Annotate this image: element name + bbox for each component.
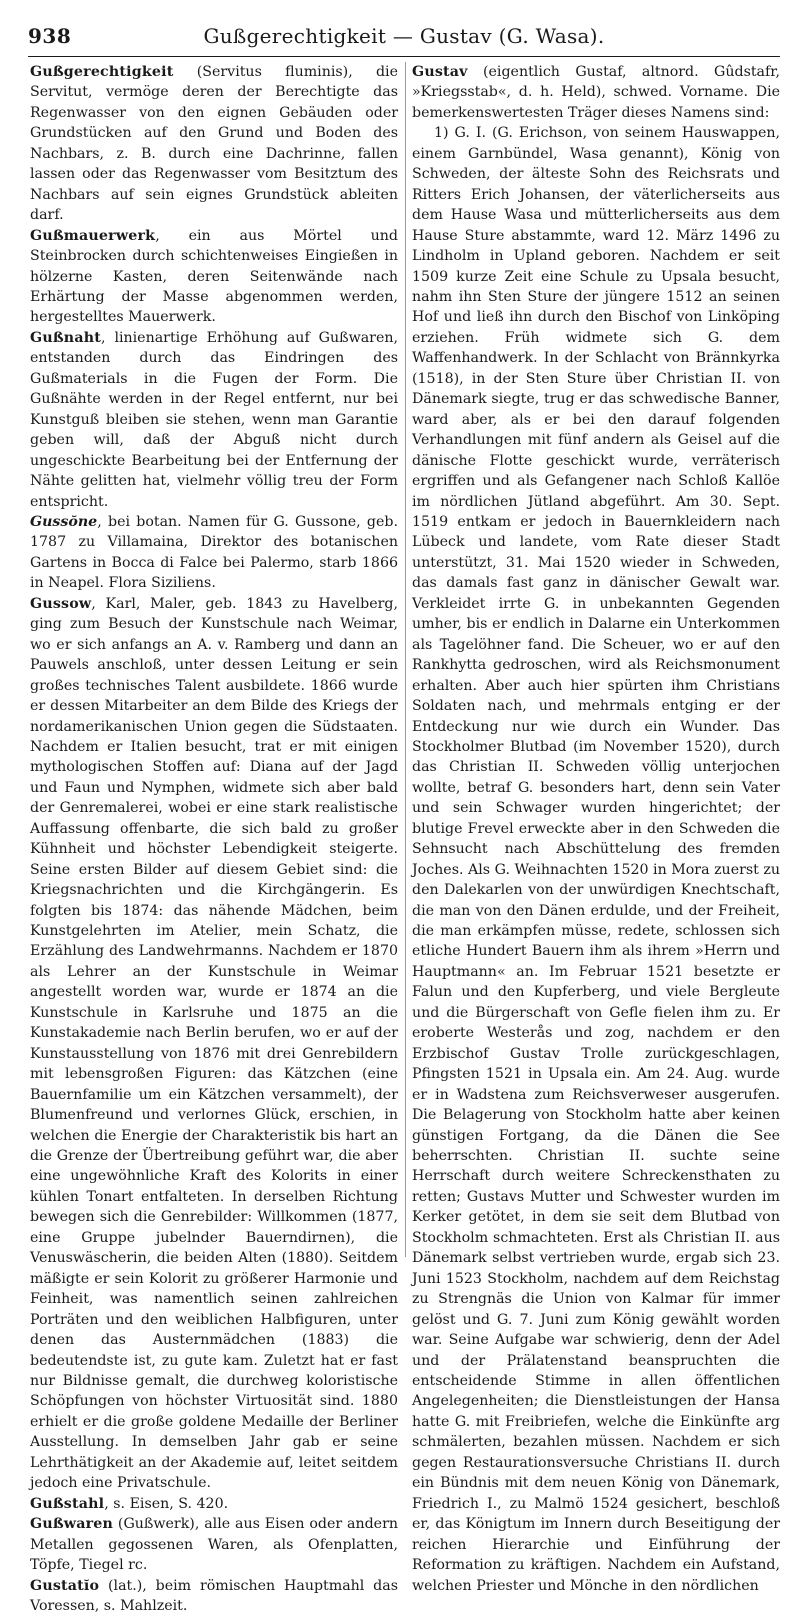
headword: Gußstahl: [30, 1495, 105, 1512]
left-column: [30, 62, 398, 1614]
entry-gussgerechtigkeit: [30, 62, 398, 226]
entry-gussstahl: [30, 1494, 398, 1514]
entry-text: (lat.), beim römischen Hauptmahl das Voressen, s. Mahlzeit.: [30, 1577, 398, 1614]
entry-text: , ein aus Mörtel und Steinbrocken durch schichtenweises Eingießen in hölzerne Kasten, deren Seitenwände nach Erhärtung der Masse abgenommen werden, hergestelltes Mauerwerk.: [30, 227, 398, 326]
entry-text: , Karl, Maler, geb. 1843 zu Havelberg, ging zum Besuch der Kunstschule nach Weimar, wo er sich anfangs an A. v. Ramberg und dann an Pauwels anschloß, unter dessen Leitung er sein großes technisches Talent ausbildete. 1866 wurde er dessen Mitarbeiter an dem Bilde des Kriegs der nordamerikanischen Union gegen die Südstaaten. Nachdem er Italien besucht, trat er mit einigen mythologischen Stoffen auf: Diana auf der Jagd und Faun und Nymphen, widmete sich aber bald der Genremalerei, wobei er eine stark realistische Auffassung offenbarte, die sich bald zu großer Kühnheit und höchster Lebendigkeit steigerte. Seine ersten Bilder auf diesem Gebiet sind: die Kriegsnachrichten und die Kirchgängerin. Es folgten bis 1874: das nähende Mädchen, beim Kunstgelehrten im Atelier, mein Schatz, die Erzählung des Landwehrmanns. Nachdem er 1870 als Lehrer an der Kunstschule in Weimar angestellt worden war, wurde er 1874 an die Kunstschule in Karlsruhe und 1875 an die Kunstakademie nach Berlin berufen, wo er auf der Kunstausstellung von 1876 mit drei Genrebildern mit lebensgroßen Figuren: das Kätzchen (eine Bauernfamilie um ein Kätzchen versammelt), der Blumenfreund und verlornes Glück, erschien, in welchen die Energie der Charakteristik bis hart an die Grenze der Übertreibung geführt war, die aber eine ungewöhnliche Kraft des Kolorits in einer kühlen Tonart entfalteten. In derselben Richtung bewegen sich die Genrebilder: Willkommen (1877, eine Gruppe jubelnder Bauerndirnen), die Venuswäscherin, die beiden Alten (1880). Seitdem mäßigte er sein Kolorit zu größerer Harmonie und Feinheit, was namentlich seinen zahlreichen Porträten und den weiblichen Halbfiguren, unter denen das Austernmädchen (1883) die bedeutendste ist, zu gute kam. Zuletzt hat er fast nur Bildnisse gemalt, die durchweg koloristische Schöpfungen von höchster Virtuosität sind. 1880 erhielt er die große goldene Medaille der Berliner Ausstellung. In demselben Jahr gab er seine Lehrthätigkeit an der Akademie auf, leitet seitdem jedoch eine Privatschule.: [30, 595, 398, 1492]
entry-text: (Gußwerk), alle aus Eisen oder andern Metallen gegossenen Waren, als Ofenplatten, Töpfe, Tiegel rc.: [30, 1516, 398, 1574]
headword: Gußmauerwerk: [30, 227, 156, 244]
headword: Gußwaren: [30, 1516, 114, 1533]
entry-text: (eigentlich Gustaf, altnord. Gûdstafr, »Kriegsstab«, d. h. Held), schwed. Vorname. Die bemerkenswertesten Träger dieses Namens sind:: [412, 64, 780, 121]
entry-gusswaren: [30, 1514, 398, 1575]
header-rule: [28, 56, 780, 57]
entry-gussmauerwerk: [30, 226, 398, 328]
entry-text: 1) G. I. (G. Erichson, von seinem Hauswappen, einem Garnbündel, Wasa genannt), König von Schweden, der älteste Sohn des Reichsrats und Ritters Erich Johansen, der väterlicherseits aus dem Hause Wasa und mütterlicherseits aus dem Hause Sture abstammte, ward 12. März 1496 zu Lindholm in Upland geboren. Nachdem er seit 1509 kurze Zeit eine Schule zu Upsala besucht, nahm ihn Sten Sture der jüngere 1512 an seinen Hof und ließ ihn durch den Bischof von Linköping erziehen. Früh widmete sich G. dem Waffenhandwerk. In der Schlacht von Brännkyrka (1518), in der Sten Sture über Christian II. von Dänemark siegte, trug er das schwedische Banner, ward aber, als er bei den darauf folgenden Verhandlungen mit fünf andern als Geisel auf die dänische Flotte geschickt wurde, verräterisch ergriffen und als Gefangener nach Schloß Kallöe im nördlichen Jütland abgeführt. Am 30. Sept. 1519 entkam er jedoch in Bauernkleidern nach Lübeck und landete, vom Rate dieser Stadt unterstützt, 31. Mai 1520 wieder in Schweden, das damals fast ganz in dänischer Gewalt war. Verkleidet irrte G. in unbekannten Gegenden umher, bis er endlich in Dalarne ein Unterkommen als Tagelöhner fand. Die Scheuer, wo er auf den Rankhytta gedroschen, wird als Reichsmonument erhalten. Aber auch hier spürten ihm Christians Soldaten nach, und mehrmals entging er der Entdeckung nur wie durch ein Wunder. Das Stockholmer Blutbad (im November 1520), durch das Christian II. Schweden völlig unterjochen wollte, betraf G. besonders hart, denn sein Vater und sein Schwager wurden hingerichtet; der blutige Frevel erweckte aber in den Schweden die Sehnsucht nach Abschüttelung des fremden Joches. Als G. Weihnachten 1520 in Mora zuerst zu den Dalekarlen von der unwürdigen Knechtschaft, die man von den Dänen erdulde, und der Freiheit, die man erkämpfen müsse, redete, schlossen sich etliche Hundert Bauern ihm als ihrem »Herrn und Hauptmann« an. Im Februar 1521 besetzte er Falun und den Kupferberg, und viele Bergleute und die Bürgerschaft von Gefle fielen ihm zu. Er eroberte Westerås und zog, nachdem er den Erzbischof Gustav Trolle zurückgeschlagen, Pfingsten 1521 in Upsala ein. Am 24. Aug. wurde er in Wadstena zum Reichsverweser ausgerufen. Die Belagerung von Stockholm hatte aber keinen günstigen Fortgang, da die Dänen die See beherrschten. Christian II. suchte seine Herrschaft durch weitere Schreckensthaten zu retten; Gustavs Mutter und Schwester wurden im Kerker getötet, in dem sie seit dem Blutbad von Stockholm schmachteten. Erst als Christian II. aus Dänemark selbst vertrieben wurde, ergab sich 23. Juni 1523 Stockholm, nachdem auf dem Reichstag zu Strengnäs die Union von Kalmar für immer gelöst und G. 7. Juni zum König gewählt worden war. Seine Aufgabe war schwierig, denn der Adel und der Prälatenstand beanspruchten die entscheidende Stimme in allen öffentlichen Angelegenheiten; die Dienstleistungen der Hansa hatte G. mit Freibriefen, welche die Einkünfte arg schmälerten, bezahlen müssen. Nachdem er sich gegen Restaurationsversuche Christians II. durch ein Bündnis mit dem neuen König von Dänemark, Friedrich I., zu Malmö 1524 gesichert, beschloß er, das Königtum im Innern durch Beseitigung der reichen Hierarchie und Einführung der Reformation zu kräftigen. Nachdem ein Aufstand, welchen Priester und Mönche in den nördlichen: [412, 125, 780, 1594]
entry-gustatio: [30, 1576, 398, 1616]
headword: Gustatĭo: [30, 1577, 100, 1594]
column-divider: [405, 62, 406, 1257]
headword: Gußgerechtigkeit: [30, 64, 174, 80]
entry-text: (Servitus fluminis), die Servitut, vermöge deren der Berechtigte das Regenwasser von den eignen Gebäuden oder Grundstücken auf den Grund und Boden des Nachbars, z. B. durch eine Dachrinne, fallen lassen oder das Regenwasser vom Besitztum des Nachbars auf sein eignes Grundstück ableiten darf.: [30, 64, 398, 224]
entry-gussone: [30, 512, 398, 594]
entry-gustav-i: [412, 123, 780, 1596]
entry-gustav: [412, 62, 780, 123]
running-title: Gußgerechtigkeit — Gustav (G. Wasa).: [203, 24, 605, 48]
headword: Gustav: [412, 64, 468, 80]
headword: Gussŏne: [30, 513, 98, 530]
entry-text: , linienartige Erhöhung auf Gußwaren, entstanden durch das Eindringen des Gußmaterials in die Fugen der Form. Die Gußnähte werden in der Regel entfernt, nur bei Kunstguß bleiben sie stehen, wenn man Garantie geben will, daß der Abguß nicht durch ungeschickte Bearbeitung bei der Entfernung der Nähte gelitten hat, vielmehr völlig treu der Form entspricht.: [30, 329, 398, 510]
right-column: [412, 62, 780, 1594]
entry-gussow: [30, 594, 398, 1494]
page-number: 938: [28, 24, 72, 48]
page-header: [28, 20, 780, 54]
entry-text: , bei botan. Namen für G. Gussone, geb. 1787 zu Villamaina, Direktor des botanischen Gartens in Bocca di Falce bei Palermo, starb 1866 in Neapel. Flora Siziliens.: [30, 513, 398, 592]
headword: Gußnaht: [30, 329, 101, 346]
entry-text: , s. Eisen, S. 420.: [104, 1495, 229, 1512]
headword: Gussow: [30, 595, 92, 612]
entry-gussnaht: [30, 328, 398, 512]
